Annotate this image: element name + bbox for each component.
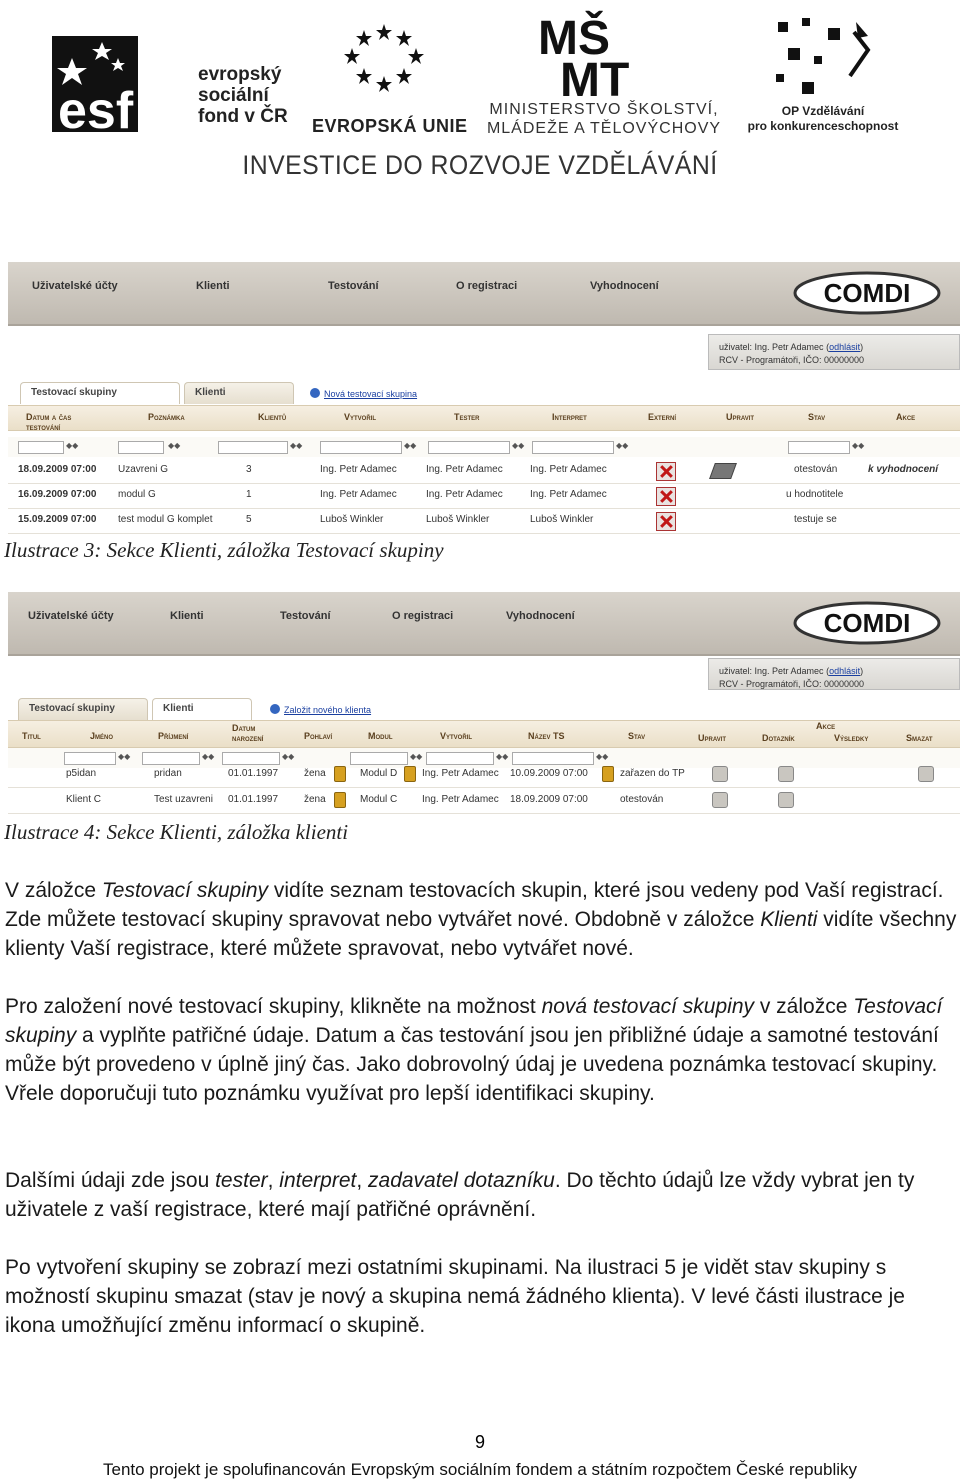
- lock-icon[interactable]: [334, 792, 346, 808]
- sort-arrows-icon[interactable]: ◆◆: [410, 752, 423, 761]
- cell-tester: Luboš Winkler: [426, 514, 490, 525]
- col-stav[interactable]: Stav: [628, 731, 646, 741]
- text-segment: vidíte všechny klienty Vaší registrace, které můžete spravovat, nebo vytvářet nové.: [5, 908, 957, 960]
- add-icon: [310, 388, 320, 398]
- table-row: [8, 483, 960, 509]
- table-header: [8, 405, 960, 431]
- paragraph-4: [5, 1253, 957, 1340]
- cell-created: Ing. Petr Adamec: [320, 464, 397, 475]
- svg-text:esf: esf: [58, 82, 134, 138]
- filter-input[interactable]: [320, 441, 402, 454]
- col-titul[interactable]: Titul: [22, 731, 41, 741]
- user-edit-icon[interactable]: [712, 792, 728, 808]
- cell-created: Ing. Petr Adamec: [422, 794, 499, 805]
- cell-module: Modul C: [360, 794, 398, 805]
- sort-arrows-icon[interactable]: ◆◆: [512, 441, 525, 450]
- cell-status: otestován: [794, 464, 838, 475]
- col-poznamka[interactable]: Poznámka: [148, 412, 185, 422]
- screenshot-testovaci-skupiny: [8, 262, 960, 534]
- cell-date: 16.09.2009 07:00: [18, 489, 97, 500]
- esf-logo: [52, 28, 192, 138]
- cell-status: otestován: [620, 794, 664, 805]
- table-row: [8, 788, 960, 814]
- col-modul[interactable]: Modul: [368, 731, 393, 741]
- nav-tab-testovani[interactable]: Testování: [328, 280, 379, 292]
- cell-ts: 18.09.2009 07:00: [510, 794, 588, 805]
- eu-flag-logo: [330, 18, 438, 110]
- col-dotaznik[interactable]: Dotazník: [762, 733, 795, 743]
- cell-tester: Ing. Petr Adamec: [426, 464, 503, 475]
- cell-birth: 01.01.1997: [228, 794, 279, 805]
- comdi-logo: [792, 600, 942, 646]
- questionnaire-icon[interactable]: [778, 792, 794, 808]
- op-logo: [768, 12, 876, 100]
- sort-arrows-icon[interactable]: ◆◆: [290, 441, 303, 450]
- cell-status: testuje se: [794, 514, 837, 525]
- esf-text: evropský sociální fond v ČR: [198, 64, 288, 127]
- nav-tab-vyhodnoceni[interactable]: Vyhodnocení: [590, 280, 659, 292]
- nav-tab-ucty[interactable]: Uživatelské účty: [28, 610, 114, 622]
- nav-tab-testovani[interactable]: Testování: [280, 610, 331, 622]
- sort-arrows-icon[interactable]: ◆◆: [852, 441, 865, 450]
- text-segment: . Do těchto údajů lze vždy vybrat jen ty uživatele z vaší registrace, které mají patřičné oprávnění.: [5, 1169, 915, 1221]
- text-segment: v záložce: [754, 995, 854, 1018]
- sort-arrows-icon[interactable]: ◆◆: [202, 752, 215, 761]
- lock-icon[interactable]: [602, 766, 614, 782]
- sort-arrows-icon[interactable]: ◆◆: [282, 752, 295, 761]
- col-klientu[interactable]: Klientů: [258, 412, 287, 422]
- text-segment: nová testovací skupiny: [541, 995, 755, 1018]
- filter-input[interactable]: [532, 441, 614, 454]
- nav-tab-o-registraci[interactable]: O registraci: [392, 610, 454, 622]
- nav-tab-klienti[interactable]: Klienti: [170, 610, 204, 622]
- paragraph-1: [5, 876, 957, 963]
- text-segment: Testovací skupiny: [101, 879, 269, 902]
- col-vytvoril[interactable]: Vytvořil: [344, 412, 377, 422]
- cell-interpret: Ing. Petr Adamec: [530, 489, 607, 500]
- text-segment: ,: [267, 1169, 280, 1192]
- sort-arrows-icon[interactable]: ◆◆: [118, 752, 131, 761]
- col-upravit[interactable]: Upravit: [726, 412, 755, 422]
- nav-tab-ucty[interactable]: Uživatelské účty: [32, 280, 118, 292]
- col-stav[interactable]: Stav: [808, 412, 826, 422]
- col-jmeno[interactable]: Jméno: [90, 731, 114, 741]
- text-segment: tester: [215, 1169, 268, 1192]
- sort-arrows-icon[interactable]: ◆◆: [66, 441, 79, 450]
- text-segment: V záložce: [5, 879, 102, 902]
- cell-interpret: Luboš Winkler: [530, 514, 594, 525]
- col-datum[interactable]: Datum a čas testování: [26, 412, 72, 432]
- logout-link[interactable]: odhlásit: [829, 666, 861, 676]
- sort-arrows-icon[interactable]: ◆◆: [168, 441, 181, 450]
- cell-action-link[interactable]: k vyhodnocení: [868, 464, 939, 475]
- text-segment: ,: [356, 1169, 369, 1192]
- user-info-box: uživatel: Ing. Petr Adamec (odhlásit) RCV - Programátoři, IČO: 00000000: [708, 658, 960, 690]
- cell-module: Modul D: [360, 768, 398, 779]
- nav-tab-klienti[interactable]: Klienti: [196, 280, 230, 292]
- nav-tab-vyhodnoceni[interactable]: Vyhodnocení: [506, 610, 575, 622]
- cell-clients: 5: [246, 514, 252, 525]
- col-smazat[interactable]: Smazat: [906, 733, 933, 743]
- cell-status: u hodnotitele: [786, 489, 844, 500]
- cell-interpret: Ing. Petr Adamec: [530, 464, 607, 475]
- col-datum-narozeni[interactable]: Datum narození: [232, 723, 264, 743]
- sort-arrows-icon[interactable]: ◆◆: [616, 441, 629, 450]
- col-prijmeni[interactable]: Příjmení: [158, 731, 189, 741]
- text-segment: interpret: [279, 1169, 357, 1192]
- col-vytvoril[interactable]: Vytvořil: [440, 731, 473, 741]
- comdi-logo: [792, 270, 942, 316]
- screenshot-klienti: [8, 592, 960, 818]
- text-segment: Klienti: [760, 908, 818, 931]
- sort-arrows-icon[interactable]: ◆◆: [596, 752, 609, 761]
- text-segment: Testovací skupiny: [5, 995, 943, 1047]
- new-group-link[interactable]: Nová testovací skupina: [310, 388, 417, 399]
- new-client-link[interactable]: Založit nového klienta: [270, 704, 371, 715]
- cell-surname: Test uzavreni: [154, 794, 213, 805]
- col-pohlavi[interactable]: Pohlaví: [304, 731, 333, 741]
- col-tester[interactable]: Tester: [454, 412, 480, 422]
- cell-name: p5idan: [66, 768, 97, 779]
- filter-input[interactable]: [18, 441, 64, 454]
- caption-ilustrace-3: Ilustrace 3: Sekce Klienti, záložka Testovací skupiny: [4, 538, 444, 562]
- cell-created: Ing. Petr Adamec: [422, 768, 499, 779]
- filter-input[interactable]: [788, 441, 850, 454]
- footer-text: Tento projekt je spolufinancován Evropským sociálním fondem a státním rozpočtem České republiky: [102, 1460, 858, 1479]
- svg-text:COMDI: COMDI: [823, 278, 911, 308]
- cell-clients: 1: [246, 489, 252, 500]
- col-externi[interactable]: Externí: [648, 412, 677, 422]
- filter-row: [8, 437, 960, 457]
- cell-note: Uzavreni G: [118, 464, 169, 475]
- tab-testovaci-skupiny[interactable]: Testovací skupiny: [18, 698, 148, 720]
- text-segment: vidíte seznam testovacích skupin, které jsou vedeny pod Vaší registrací. Zde můžete testovací skupiny spravovat nebo vytvářet nové. Obdobně v záložce: [5, 879, 944, 931]
- logo-header: [0, 0, 960, 190]
- op-text: OP Vzdělávání pro konkurenceschopnost: [747, 104, 899, 133]
- paragraph-3: [5, 1166, 957, 1224]
- cell-sex: žena: [304, 794, 326, 805]
- cell-surname: pridan: [154, 768, 182, 779]
- paragraph-2: [5, 992, 957, 1108]
- table-row: [8, 762, 960, 788]
- caption-ilustrace-4: Ilustrace 4: Sekce Klienti, záložka klienti: [4, 820, 349, 844]
- sort-arrows-icon[interactable]: ◆◆: [496, 752, 509, 761]
- text-segment: zadavatel dotazníku: [368, 1169, 555, 1192]
- table-header: [8, 720, 960, 748]
- filter-input[interactable]: [428, 441, 510, 454]
- svg-text:MT: MT: [560, 54, 630, 98]
- text-segment: Pro založení nové testovací skupiny, klikněte na možnost: [5, 995, 542, 1018]
- sort-arrows-icon[interactable]: ◆◆: [404, 441, 417, 450]
- filter-input[interactable]: [218, 441, 288, 454]
- cell-note: modul G: [118, 489, 156, 500]
- delete-icon[interactable]: [656, 487, 676, 506]
- delete-icon[interactable]: [656, 512, 676, 531]
- col-nazev-ts[interactable]: Název TS: [528, 731, 565, 741]
- text-segment: a vyplňte patřičné údaje. Datum a čas testování jsou jen přibližné údaje a samotné testování může být provedeno v úplně jiný čas. Jako dobrovolný údaj je uvedena poznámka testovací skupiny. Vřele doporučuji tuto poznámku využívat pro lepší identifikaci skupiny.: [5, 1024, 939, 1105]
- filter-input[interactable]: [118, 441, 164, 454]
- cell-date: 15.09.2009 07:00: [18, 514, 97, 525]
- text-segment: Dalšími údaji zde jsou: [5, 1169, 216, 1192]
- user-info-box: uživatel: Ing. Petr Adamec (odhlásit) RCV - Programátoři, IČO: 00000000: [708, 334, 960, 370]
- text-segment: Po vytvoření skupiny se zobrazí mezi ostatními skupinami. Na ilustraci 5 je vidět stav skupiny s možností skupinu smazat (stav je nový a skupina nemá žádného klienta). V levé části ilustrace je ikona umožňující změnu informací o skupině.: [5, 1256, 905, 1337]
- edit-icon[interactable]: [709, 463, 737, 479]
- main-nav: [8, 592, 960, 656]
- svg-text:COMDI: COMDI: [823, 608, 911, 638]
- col-akce[interactable]: Akce: [896, 412, 916, 422]
- delete-icon[interactable]: [656, 462, 676, 481]
- tab-klienti[interactable]: Klienti: [152, 698, 252, 720]
- table-row: [8, 508, 960, 534]
- user-org: RCV - Programátoři, IČO: 00000000: [719, 355, 865, 365]
- col-interpret[interactable]: Interpret: [552, 412, 587, 422]
- cell-tester: Ing. Petr Adamec: [426, 489, 503, 500]
- add-icon: [270, 704, 280, 714]
- questionnaire-icon[interactable]: [778, 766, 794, 782]
- trash-icon[interactable]: [918, 766, 934, 782]
- cell-date: 18.09.2009 07:00: [18, 464, 97, 475]
- cell-name: Klient C: [66, 794, 102, 805]
- msmt-text: MINISTERSTVO ŠKOLSTVÍ, MLÁDEŽE A TĚLOVÝCHOVY: [486, 101, 722, 137]
- cell-clients: 3: [246, 464, 252, 475]
- cell-status: zařazen do TP: [620, 768, 685, 779]
- lock-icon[interactable]: [334, 766, 346, 782]
- tab-testovaci-skupiny[interactable]: Testovací skupiny: [20, 382, 180, 404]
- cell-note: test modul G komplet: [118, 514, 213, 525]
- user-name: uživatel: Ing. Petr Adamec: [719, 666, 824, 676]
- user-org: RCV - Programátoři, IČO: 00000000: [719, 679, 865, 689]
- user-edit-icon[interactable]: [712, 766, 728, 782]
- col-upravit[interactable]: Upravit: [698, 733, 727, 743]
- svg-text:MŠ: MŠ: [538, 12, 610, 65]
- msmt-logo: [538, 10, 668, 98]
- table-row: [8, 458, 960, 484]
- page-number: 9: [474, 1432, 485, 1452]
- user-name: uživatel: Ing. Petr Adamec: [719, 342, 824, 352]
- cell-created: Luboš Winkler: [320, 514, 384, 525]
- eu-text: EVROPSKÁ UNIE: [312, 116, 468, 136]
- main-nav: [8, 262, 960, 326]
- col-akce: Akce: [816, 721, 836, 731]
- cell-birth: 01.01.1997: [228, 768, 279, 779]
- tab-klienti[interactable]: Klienti: [184, 382, 294, 404]
- nav-tab-o-registraci[interactable]: O registraci: [456, 280, 518, 292]
- tagline: INVESTICE DO ROZVOJE VZDĚLÁVÁNÍ: [242, 150, 718, 180]
- cell-ts: 10.09.2009 07:00: [510, 768, 588, 779]
- lock-icon[interactable]: [404, 766, 416, 782]
- logout-link[interactable]: odhlásit: [829, 342, 861, 352]
- col-vysledky[interactable]: Výsledky: [834, 733, 869, 743]
- cell-created: Ing. Petr Adamec: [320, 489, 397, 500]
- cell-sex: žena: [304, 768, 326, 779]
